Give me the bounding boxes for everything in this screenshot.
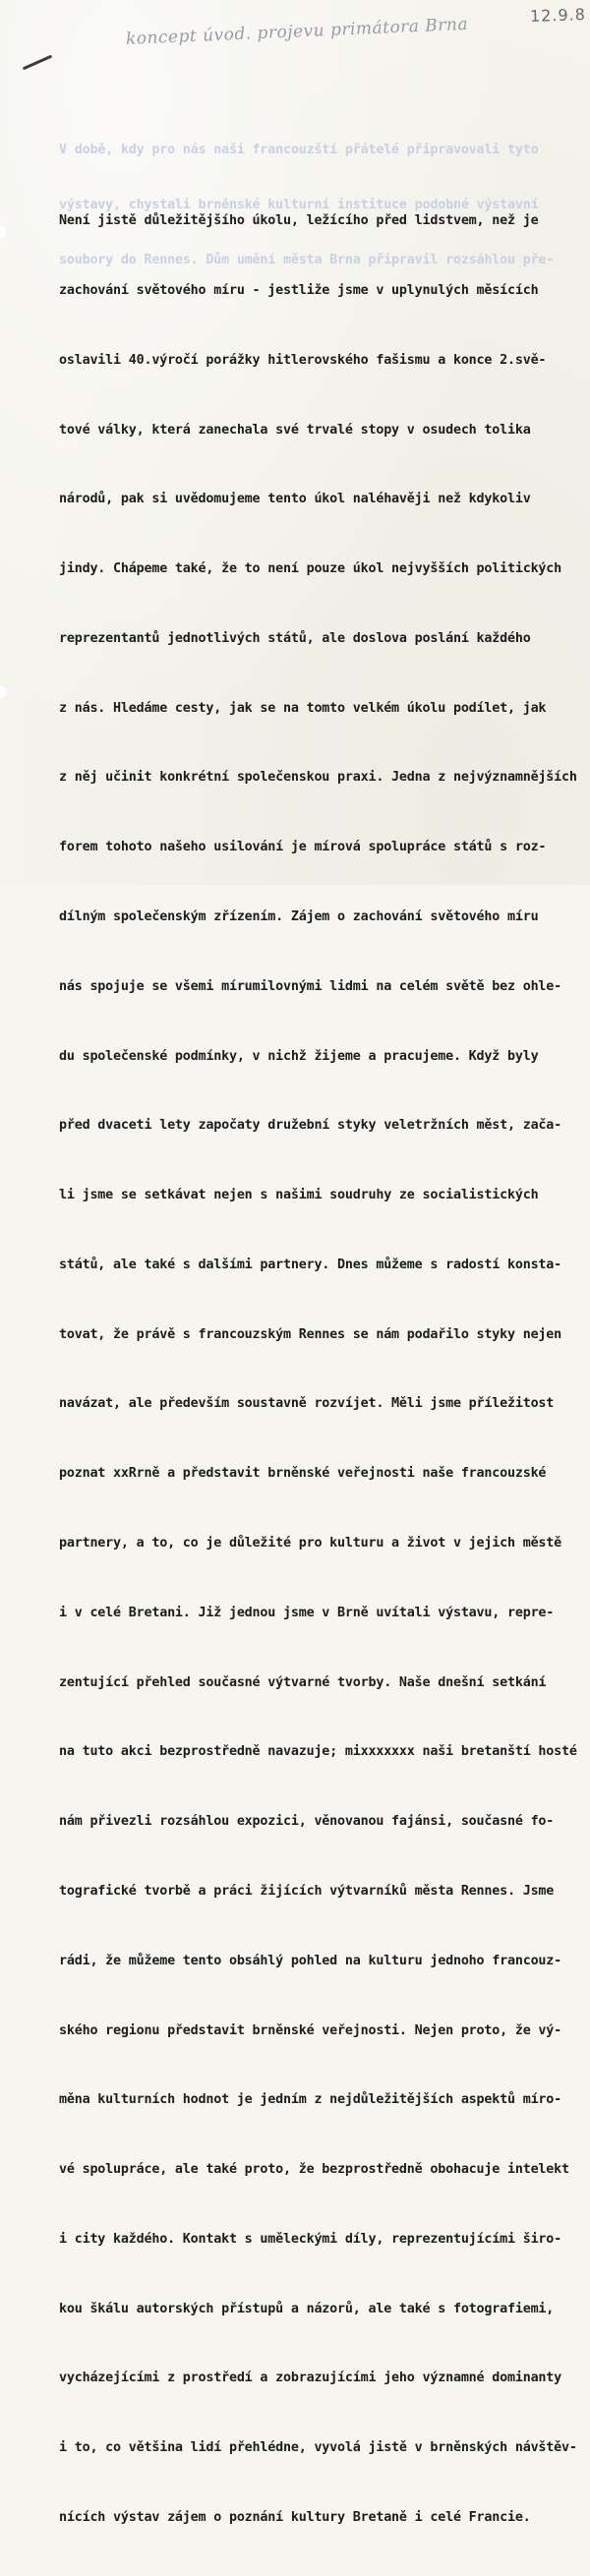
text-line: tografické tvorbě a práci žijících výtvarníků města Rennes. Jsme [59, 1883, 555, 1899]
punch-hole [0, 684, 8, 700]
text-line: z nás. Hledáme cesty, jak se na tomto velkém úkolu podílet, jak [59, 700, 547, 716]
text-line: poznat xxRrně a představit brněnské veřejnosti naše francouzské [59, 1466, 547, 1482]
text-line: i to, co většina lidí přehlédne, vyvolá jistě v brněnských návštěv- [59, 2440, 577, 2456]
text-line: před dvaceti lety započaty družební styky veletržních měst, zača- [59, 1118, 562, 1134]
text-line: z něj učinit konkrétní společenskou praxi. Jedna z nejvýznamnějších [59, 770, 577, 786]
text-line: tové války, která zanechala své trvalé stopy v osudech tolika [59, 422, 531, 438]
text-line: rádi, že můžeme tento obsáhlý pohled na kulturu jednoho francouz- [59, 1953, 562, 1968]
text-line: na tuto akci bezprostředně navazuje; mixxxxxxx naši bretanští hosté [59, 1744, 577, 1760]
text-line: nících výstav zájem o poznání kultury Bretaně i celé Francie. [59, 2509, 531, 2525]
text-line: li jsme se setkávat nejen s našimi soudruhy ze socialistických [59, 1188, 539, 1203]
text-line: ského regionu představit brněnské veřejnosti. Nejen proto, že vý- [59, 2022, 562, 2038]
text-line: nám přivezli rozsáhlou expozici, věnovanou fajánsi, současné fo- [59, 1814, 555, 1830]
text-line: vé spolupráce, ale také proto, že bezprostředně obohacuje intelekt [59, 2162, 569, 2178]
text-line: tovat, že právě s francouzským Rennes se nám podařilo styky nejen [59, 1326, 562, 1342]
text-line: i v celé Bretani. Již jednou jsme v Brně uvítali výstavu, repre- [59, 1605, 555, 1620]
pencil-stroke-mark [23, 55, 52, 71]
text-line: partnery, a to, co je důležité pro kulturu a život v jejich městě [59, 1536, 562, 1551]
text-line: jindy. Chápeme také, že to není pouze úkol nejvyšších politických [59, 561, 562, 577]
handwritten-date: 12.9.8 [529, 5, 587, 26]
text-line: oslavili 40.výročí porážky hitlerovského fašismu a konce 2.svě- [59, 352, 547, 368]
text-line: vycházejícími z prostředí a zobrazujícími jeho významné dominanty [59, 2371, 562, 2386]
text-line: Není jistě důležitějšího úkolu, ležícího před lidstvem, než je [59, 213, 539, 229]
text-line: zachování světového míru - jestliže jsme v uplynulých měsících [59, 282, 539, 298]
text-line: i city každého. Kontakt s uměleckými díly, reprezentujícími širo- [59, 2231, 562, 2247]
text-line: zentující přehled současné výtvarné tvorby. Naše dnešní setkání [59, 1674, 547, 1690]
text-line: du společenské podmínky, v nichž žijeme a pracujeme. Když byly [59, 1048, 539, 1064]
text-line: měna kulturních hodnot je jedním z nejdůležitějších aspektů míro- [59, 2092, 562, 2108]
text-line: států, ale také s dalšími partnery. Dnes můžeme s radostí konsta- [59, 1257, 562, 1272]
text-line: navázat, ale především soustavně rozvíjet. Měli jsme příležitost [59, 1396, 555, 1412]
text-line: forem tohoto našeho usilování je mírová spolupráce států s roz- [59, 840, 547, 855]
pencil-annotation: koncept úvod. projevu primátora Brna [125, 14, 469, 49]
text-line: reprezentantů jednotlivých států, ale doslova poslání každého [59, 630, 531, 646]
faded-line: V době, kdy pro nás naši francouzští přátelé připravovali tyto [59, 142, 539, 157]
speech-body-text [59, 163, 580, 2576]
text-line: dílným společenským zřízením. Zájem o zachování světového míru [59, 909, 539, 924]
text-line: kou škálu autorských přístupů a názorů, ale také s fotografiemi, [59, 2301, 555, 2316]
text-line: národů, pak si uvědomujeme tento úkol naléhavěji než kdykoliv [59, 492, 531, 507]
faded-line: soubory do Rennes. Dům umění města Brna připravil rozsáhlou pře- [59, 253, 555, 268]
faded-line: výstavy, chystali brněnské kulturní instituce podobné výstavní [59, 197, 539, 212]
punch-hole [0, 224, 8, 240]
text-line: nás spojuje se všemi mírumilovnými lidmi na celém světě bez ohle- [59, 978, 562, 994]
